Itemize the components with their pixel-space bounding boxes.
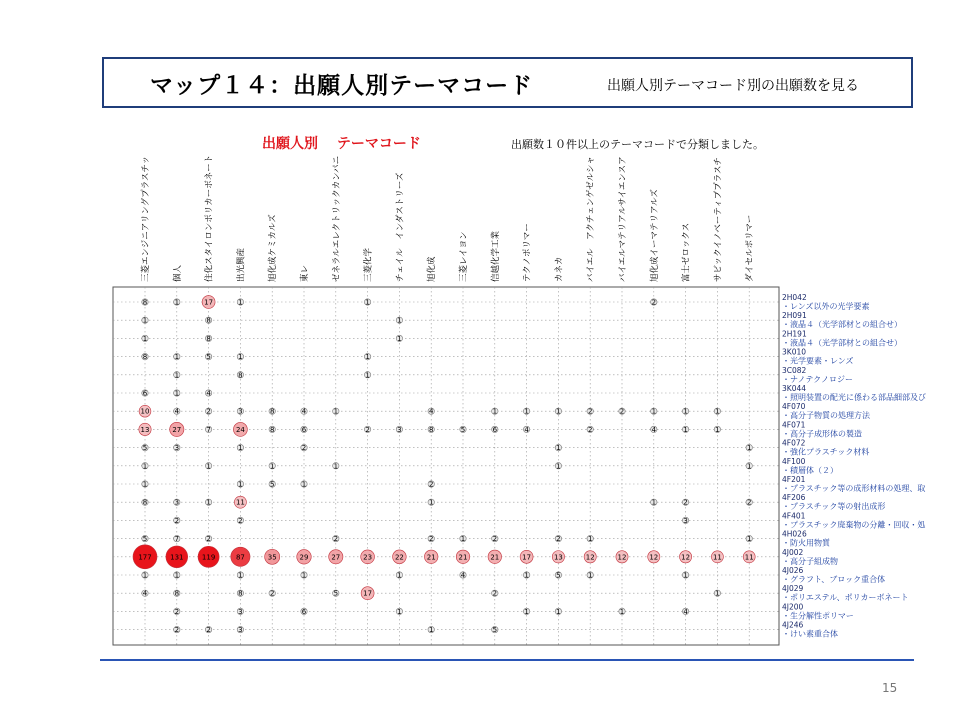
bubble-value: 2	[492, 535, 498, 544]
row-code-label: 3K044	[782, 384, 807, 393]
row-desc-label: ・液晶４（光学部材との組合せ）	[782, 338, 902, 348]
bubble-value: 1	[715, 589, 720, 598]
bubble-value: 8	[142, 353, 148, 362]
bubble-value: 1	[174, 298, 180, 307]
bubble-value: 2	[206, 626, 211, 635]
bubble-value: 23	[363, 553, 373, 562]
row-code-label: 4F071	[782, 420, 806, 430]
bubble-value: 3	[238, 407, 243, 416]
bubble-value: 1	[238, 298, 243, 307]
bubble-value: 5	[492, 626, 498, 635]
bubble-value: 1	[365, 298, 370, 307]
bubble-value: 1	[238, 480, 243, 489]
bubble-value: 5	[269, 480, 275, 489]
bubble-value: 1	[556, 444, 561, 453]
column-label: 三菱エンジニアリングプラスチッ	[141, 155, 151, 282]
column-label: バイエル アクチェンゲゼルシャ	[586, 156, 597, 282]
bubble-value: 8	[174, 589, 180, 598]
bubble-value: 4	[651, 425, 657, 434]
bubble-value: 1	[238, 571, 243, 580]
row-code-label: 4F072	[782, 438, 806, 448]
column-label: 三菱レイヨン	[459, 231, 469, 282]
bubble-value: 1	[365, 353, 370, 362]
bubble-value: 8	[142, 298, 148, 307]
bubble-value: 29	[299, 553, 309, 562]
bubble-value: 1	[333, 407, 339, 416]
bubble-value: 1	[142, 462, 148, 471]
column-label: バイエルマテリアルサイエンスア	[618, 156, 628, 282]
bubble-value: 6	[301, 607, 307, 616]
bubble-value: 2	[619, 407, 625, 416]
bubble-value: 4	[301, 407, 307, 416]
bubble-value: 24	[235, 425, 245, 434]
bubble-value: 2	[269, 589, 275, 598]
bubble-value: 22	[394, 553, 404, 562]
row-code-label: 3K010	[782, 347, 807, 357]
bubble-value: 1	[238, 444, 243, 453]
bubble-value: 21	[458, 553, 468, 562]
bubble-value: 2	[301, 444, 307, 453]
bubble-value: 3	[238, 607, 243, 616]
chart-note: 出願数１０件以上のテーマコードで分類しました。	[511, 138, 764, 151]
bubble-value: 1	[492, 407, 498, 416]
bubble-value: 4	[142, 589, 148, 598]
bubble-value: 27	[172, 425, 182, 434]
row-code-label: 4J246	[782, 620, 804, 630]
chart-title: 出願人別 テーマコード	[262, 136, 421, 152]
bubble-value: 1	[683, 425, 688, 434]
bubble-value: 2	[333, 535, 339, 544]
bubble-value: 1	[587, 571, 593, 580]
column-label: 出光興産	[236, 247, 247, 282]
bubble-value: 4	[524, 425, 529, 434]
row-code-label: 4J026	[782, 566, 804, 575]
bubble-value: 1	[746, 444, 752, 453]
bubble-value: 6	[492, 425, 498, 434]
row-code-label: 4F401	[782, 511, 806, 521]
row-code-label: 4F100	[782, 456, 806, 466]
bubble-value: 1	[556, 407, 561, 416]
bubble-value: 1	[174, 389, 180, 398]
row-desc-label: ・高分子組成物	[782, 556, 838, 566]
bubble-value: 1	[524, 407, 529, 416]
bubble-value: 1	[142, 334, 148, 343]
bubble-value: 5	[460, 425, 466, 434]
column-label: 旭化成	[427, 256, 438, 282]
bubble-value: 2	[587, 425, 593, 434]
bubble-value: 1	[206, 498, 211, 507]
row-desc-label: ・グラフト、ブロック重合体	[782, 575, 886, 584]
column-label: カネカ	[554, 256, 565, 282]
bubble-value: 1	[524, 571, 529, 580]
bubble-value: 35	[267, 553, 277, 562]
bubble-value: 1	[174, 371, 180, 380]
bubble-value: 2	[428, 480, 434, 489]
bubble-value: 10	[140, 407, 150, 416]
bubble-value: 3	[397, 425, 402, 434]
bubble-value: 2	[683, 498, 688, 507]
bubble-value: 1	[715, 407, 720, 416]
bubble-value: 12	[681, 553, 691, 562]
bubble-value: 1	[365, 371, 370, 380]
bubble-value: 3	[174, 498, 180, 507]
bubble-value: 12	[585, 553, 595, 562]
row-desc-label: ・プラスチック等の成形材料の処理、取	[782, 484, 926, 493]
footer-divider	[100, 659, 914, 661]
bubble-value: 1	[174, 353, 180, 362]
bubble-value: 8	[206, 316, 211, 325]
row-desc-label: ・高分子物質の処理方法	[782, 411, 870, 421]
row-code-label: 4J029	[782, 584, 804, 594]
bubble-value: 2	[556, 535, 561, 544]
bubble-value: 5	[333, 589, 339, 598]
row-code-label: 4J002	[782, 547, 804, 557]
bubble-value: 2	[174, 607, 180, 616]
column-label: ゼネラルエレクトリックカンパニ	[331, 155, 342, 282]
bubble-value: 12	[649, 553, 659, 562]
bubble-value: 6	[301, 425, 307, 434]
bubble-value: 119	[201, 553, 216, 562]
row-code-label: 3C082	[782, 365, 807, 375]
column-label: テクノポリマー	[522, 223, 533, 282]
column-label: 住化スタイロンポリカーボネート	[204, 154, 215, 282]
bubble-value: 1	[746, 535, 752, 544]
bubble-value: 4	[428, 407, 434, 416]
bubble-value: 11	[712, 553, 722, 562]
bubble-value: 8	[238, 371, 243, 380]
bubble-value: 1	[142, 571, 148, 580]
row-desc-label: ・生分解性ポリマー	[782, 611, 854, 621]
bubble-value: 1	[301, 571, 307, 580]
bubble-value: 2	[174, 626, 180, 635]
bubble-value: 7	[206, 425, 211, 434]
bubble-value: 3	[683, 516, 688, 525]
row-desc-label: ・ポリエステル、ポリカーボネート	[782, 593, 909, 603]
bubble-value: 2	[746, 498, 752, 507]
bubble-value: 8	[206, 334, 211, 343]
row-desc-label: ・液晶４（光学部材との組合せ）	[782, 320, 902, 330]
column-label: サビックイノベーティブプラスチ	[713, 157, 724, 282]
bubble-value: 1	[174, 571, 180, 580]
bubble-value: 2	[174, 516, 180, 525]
bubble-value: 1	[619, 607, 625, 616]
row-desc-label: ・防火用物質	[782, 538, 830, 548]
bubble-value: 1	[397, 571, 402, 580]
bubble-value: 21	[490, 553, 500, 562]
row-desc-label: ・強化プラスチック材料	[782, 447, 870, 457]
bubble-value: 17	[522, 553, 532, 562]
bubble-value: 4	[174, 407, 180, 416]
bubble-value: 8	[269, 407, 275, 416]
row-desc-label: ・高分子成形体の製造	[782, 429, 862, 439]
bubble-value: 2	[587, 407, 593, 416]
bubble-value: 11	[744, 553, 754, 562]
column-label: チェイル インダストリーズ	[395, 172, 406, 282]
row-desc-label: ・照明装置の配光に係わる部品細部及び	[782, 393, 926, 402]
bubble-value: 1	[397, 607, 402, 616]
column-label: 富士ゼロックス	[681, 222, 692, 282]
column-label: 旭化成イーマテリアルズ	[649, 189, 660, 282]
row-code-label: 4J200	[782, 602, 804, 612]
column-label: 旭化成ケミカルズ	[268, 214, 279, 282]
bubble-value: 1	[206, 462, 211, 471]
page-number: 15	[882, 681, 898, 695]
bubble-value: 1	[651, 407, 657, 416]
bubble-value: 1	[715, 425, 720, 434]
bubble-value: 17	[204, 298, 214, 307]
bubble-value: 177	[138, 553, 152, 562]
bubble-value: 1	[587, 535, 593, 544]
column-label: ダイセルポリマー	[745, 214, 756, 282]
row-desc-label: ・けい素重合体	[782, 629, 838, 639]
bubble-value: 4	[206, 389, 211, 398]
row-code-label: 2H191	[782, 329, 807, 339]
bubble-value: 1	[397, 334, 402, 343]
column-label: 個人	[172, 264, 183, 282]
bubble-value: 8	[142, 498, 148, 507]
bubble-value: 2	[428, 535, 434, 544]
bubble-value: 1	[683, 407, 688, 416]
bubble-value: 2	[206, 407, 211, 416]
row-desc-label: ・プラスチック等の射出成形	[782, 502, 886, 512]
bubble-value: 1	[142, 316, 148, 325]
bubble-value: 3	[238, 626, 243, 635]
bubble-value: 1	[428, 626, 434, 635]
bubble-value: 1	[524, 607, 529, 616]
bubble-value: 8	[238, 589, 243, 598]
column-label: 三菱化学	[363, 247, 374, 282]
row-code-label: 2H042	[782, 293, 807, 302]
bubble-value: 8	[269, 425, 275, 434]
bubble-value: 12	[617, 553, 627, 562]
column-label: 信越化学工業	[490, 230, 501, 282]
bubble-value: 2	[238, 516, 243, 525]
bubble-value: 6	[142, 389, 148, 398]
bubble-value: 1	[460, 535, 466, 544]
bubble-value: 8	[428, 425, 434, 434]
bubble-value: 87	[235, 553, 245, 562]
bubble-value: 1	[238, 353, 243, 362]
bubble-value: 1	[428, 498, 434, 507]
bubble-value: 2	[651, 298, 657, 307]
bubble-value: 2	[492, 589, 498, 598]
bubble-value: 1	[746, 462, 752, 471]
bubble-value: 131	[170, 553, 184, 562]
bubble-value: 1	[651, 498, 657, 507]
row-desc-label: ・レンズ以外の光学要素	[782, 302, 870, 311]
page-title: マップ１４：出願人別テーマコード	[150, 73, 534, 99]
row-code-label: 4H026	[782, 529, 807, 539]
bubble-value: 1	[333, 462, 339, 471]
bubble-value: 21	[426, 553, 436, 562]
bubble-value: 2	[206, 535, 211, 544]
bubble-value: 11	[235, 498, 245, 507]
bubble-value: 1	[142, 480, 148, 489]
row-desc-label: ・積層体（２）	[782, 465, 838, 475]
bubble-value: 1	[269, 462, 275, 471]
bubble-value: 5	[556, 571, 561, 580]
bubble-value: 7	[174, 535, 180, 544]
column-label: 東レ	[300, 264, 310, 282]
row-desc-label: ・光学要素・レンズ	[782, 356, 854, 366]
bubble-value: 5	[142, 444, 148, 453]
row-desc-label: ・ナノテクノロジー	[782, 374, 853, 384]
bubble-value: 13	[553, 553, 563, 562]
bubble-value: 5	[206, 353, 211, 362]
bubble-value: 2	[365, 425, 370, 434]
bubble-value: 1	[683, 571, 688, 580]
bubble-value: 3	[174, 444, 180, 453]
bubble-value: 1	[556, 462, 561, 471]
row-desc-label: ・プラスチック廃棄物の分離・回収・処	[782, 520, 926, 530]
row-code-label: 4F206	[782, 493, 806, 503]
bubble-value: 27	[331, 553, 341, 562]
bubble-value: 17	[363, 589, 373, 598]
bubble-value: 1	[556, 607, 561, 616]
row-code-label: 4F201	[782, 475, 806, 484]
row-code-label: 4F070	[782, 402, 806, 412]
bubble-value: 4	[460, 571, 466, 580]
row-code-label: 2H091	[782, 311, 807, 321]
bubble-value: 1	[301, 480, 307, 489]
page-subtitle: 出願人別テーマコード別の出願数を見る	[607, 78, 859, 94]
bubble-value: 13	[140, 425, 150, 434]
bubble-value: 1	[397, 316, 402, 325]
bubble-value: 4	[683, 607, 688, 616]
bubble-value: 5	[142, 535, 148, 544]
